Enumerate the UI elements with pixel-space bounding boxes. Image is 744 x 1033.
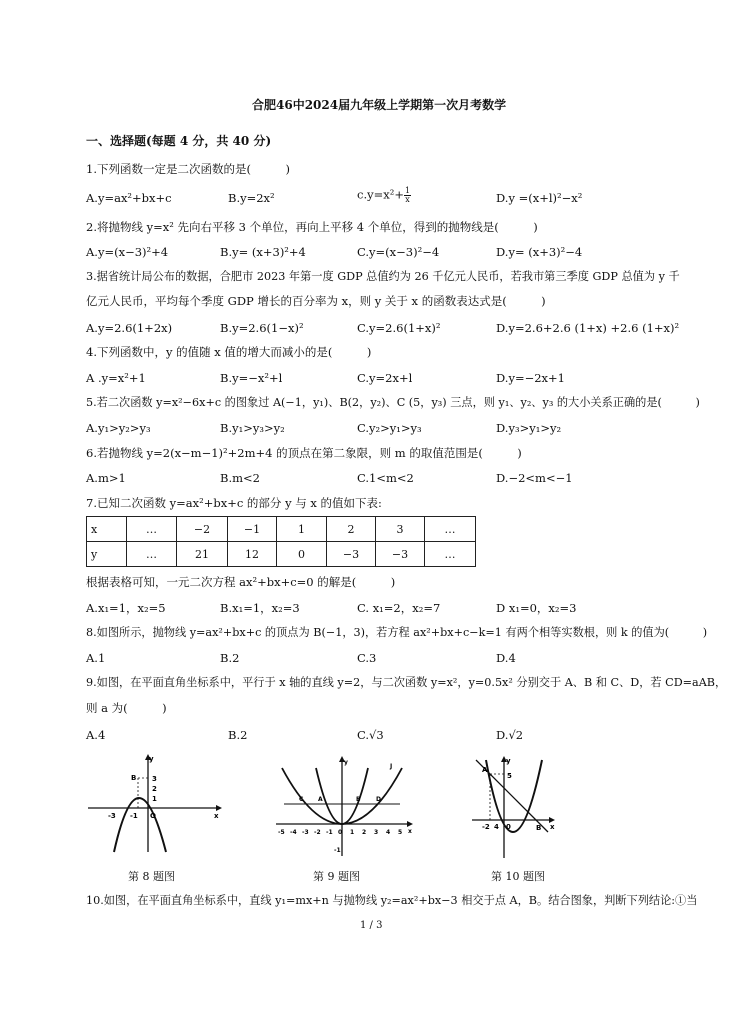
question-5-option-a: A.y₁>y₂>y₃ [86, 421, 151, 435]
label-origin: O [150, 812, 156, 820]
table-cell: y [87, 542, 127, 567]
question-7-option-d: D x₁=0，x₂=3 [496, 601, 577, 615]
question-1-stem: 1.下列函数一定是二次函数的是( ) [86, 162, 290, 176]
table-cell: −3 [327, 542, 376, 567]
table-row [87, 517, 476, 542]
label-b: B [356, 796, 361, 803]
table-cell: 2 [327, 517, 376, 542]
question-6-option-d: D.−2<m<−1 [496, 471, 573, 485]
question-1-option-c [357, 187, 411, 204]
tick-label: -3 [108, 812, 116, 820]
x-axis-arrow [216, 805, 222, 811]
label-origin: 0 [506, 823, 511, 831]
question-6-stem: 6.若抛物线 y=2(x−m−1)²+2m+4 的顶点在第二象限，则 m 的取值范围是( ) [86, 446, 522, 460]
question-3-stem-line2: 亿元人民币，平均每个季度 GDP 增长的百分率为 x，则 y 关于 x 的函数表达式是( ) [86, 294, 546, 308]
tick-label: -5 [278, 829, 285, 836]
table-cell: −3 [376, 542, 425, 567]
question-6-option-c: C.1<m<2 [357, 471, 414, 485]
tick-label: 3 [152, 775, 157, 783]
label-y: y [344, 759, 348, 766]
tick-label: -1 [334, 847, 341, 854]
question-8-stem: 8.如图所示，抛物线 y=ax²+bx+c 的顶点为 B(−1，3)，若方程 ax²+bx+c−k=1 有两个相等实数根，则 k 的值为( ) [86, 626, 708, 639]
question-5-option-b: B.y₁>y₃>y₂ [220, 421, 285, 435]
label-d: D [376, 796, 381, 803]
question-7-option-a: A.x₁=1，x₂=5 [86, 601, 166, 615]
x-axis-arrow [407, 821, 413, 827]
tick-label: 0 [338, 829, 343, 836]
tick-label: -3 [302, 829, 309, 836]
question-5-option-c: C.y₂>y₁>y₃ [357, 421, 422, 435]
figure-8-graph [86, 752, 222, 856]
page-title: 合肥46中2024届九年级上学期第一次月考数学 [252, 98, 507, 112]
label-j: J [390, 763, 393, 770]
question-9-stem-line2: 则 a 为( ) [86, 701, 167, 715]
table-cell: −2 [177, 517, 228, 542]
table-cell: … [127, 542, 177, 567]
question-1-option-b: B.y=2x² [228, 191, 275, 205]
fraction-denominator: x [405, 195, 410, 204]
label-b: B [131, 774, 137, 782]
table-row [87, 542, 476, 567]
label-x: x [214, 812, 219, 820]
tick-label: 5 [507, 772, 512, 780]
question-2-option-d: D.y= (x+3)²−4 [496, 245, 583, 259]
label-y: y [149, 755, 154, 763]
question-3-option-b: B.y=2.6(1−x)² [220, 321, 304, 335]
figure-8-caption: 第 8 题图 [128, 870, 175, 883]
tick-label: 2 [152, 785, 157, 793]
label-x: x [408, 828, 412, 835]
question-3-option-a: A.y=2.6(1+2x) [86, 321, 173, 335]
question-8-option-c: C.3 [357, 651, 377, 665]
table-cell: 3 [376, 517, 425, 542]
question-4-option-c: C.y=2x+l [357, 371, 413, 385]
table-cell: … [425, 542, 476, 567]
question-3-stem: 3.据省统计局公布的数据，合肥市 2023 年第一度 GDP 总值约为 26 千亿元人民币，若我市第三季度 GDP 总值为 y 千 [86, 270, 680, 283]
tick-label: 3 [374, 829, 379, 836]
question-9-option-d: D.√2 [496, 728, 524, 742]
label-c: C [299, 796, 304, 803]
question-2-option-c: C.y=(x−3)²−4 [357, 245, 440, 259]
question-7-option-b: B.x₁=1，x₂=3 [220, 601, 300, 615]
label-x: x [550, 823, 555, 831]
tick-label: 4 [494, 823, 499, 831]
page-number: 1 / 3 [360, 920, 383, 931]
fraction [404, 187, 411, 204]
question-8-option-a: A.1 [86, 651, 106, 665]
figure-9-caption: 第 9 题图 [313, 870, 360, 883]
fraction-numerator: 1 [404, 186, 411, 195]
value-table [86, 516, 476, 567]
table-cell: 0 [277, 542, 327, 567]
tick-label: -1 [130, 812, 138, 820]
question-5-option-d: D.y₃>y₁>y₂ [496, 421, 562, 435]
label-a: A [482, 766, 488, 774]
figure-10-graph [470, 754, 558, 860]
table-cell: 1 [277, 517, 327, 542]
tick-label: 5 [398, 829, 403, 836]
question-2-stem: 2.将抛物线 y=x² 先向右平移 3 个单位，再向上平移 4 个单位，得到的抛物线是( ) [86, 220, 538, 234]
question-7-stem-line2: 根据表格可知，一元二次方程 ax²+bx+c=0 的解是( ) [86, 575, 396, 589]
question-2-option-b: B.y= (x+3)²+4 [220, 245, 306, 259]
figure-9-graph [272, 756, 414, 860]
question-9-option-b: B.2 [228, 728, 248, 742]
tick-label: -2 [314, 829, 321, 836]
parabola-curve [486, 760, 542, 832]
tick-label: -2 [482, 823, 490, 831]
table-cell: x [87, 517, 127, 542]
question-3-option-c: C.y=2.6(1+x)² [357, 321, 441, 335]
section-heading: 一、选择题(每题 4 分，共 40 分) [86, 134, 272, 148]
tick-label: 4 [386, 829, 391, 836]
tick-label: 2 [362, 829, 367, 836]
table-cell: −1 [228, 517, 277, 542]
question-5-stem: 5.若二次函数 y=x²−6x+c 的图象过 A(−1，y₁)、B(2，y₂)、C (5，y₃) 三点，则 y₁、y₂、y₃ 的大小关系正确的是( ) [86, 396, 700, 409]
question-7-stem: 7.已知二次函数 y=ax²+bx+c 的部分 y 与 x 的值如下表: [86, 496, 382, 510]
question-6-option-a: A.m>1 [86, 471, 126, 485]
question-8-option-d: D.4 [496, 651, 516, 665]
label-y: y [506, 757, 511, 765]
question-9-option-a: A.4 [86, 728, 106, 742]
table-cell: 12 [228, 542, 277, 567]
tick-label: -1 [326, 829, 333, 836]
question-4-option-a: A .y=x²+1 [86, 371, 146, 385]
table-cell: 21 [177, 542, 228, 567]
tick-label: -4 [290, 829, 297, 836]
tick-label: 1 [152, 795, 157, 803]
figure-10-caption: 第 10 题图 [491, 870, 545, 883]
label-b: B [536, 824, 542, 832]
table-cell: … [127, 517, 177, 542]
question-9-stem: 9.如图，在平面直角坐标系中，平行于 x 轴的直线 y=2，与二次函数 y=x²，y=0.5x² 分别交于 A、B 和 C、D，若 CD=aAB， [86, 676, 727, 689]
question-4-option-d: D.y=−2x+1 [496, 371, 565, 385]
parabola-curve [114, 798, 166, 852]
question-1-option-c-text: c.y=x²+ [357, 187, 404, 202]
label-a: A [318, 796, 323, 803]
tick-label: 1 [350, 829, 355, 836]
question-7-option-c: C. x₁=2，x₂=7 [357, 601, 441, 615]
question-6-option-b: B.m<2 [220, 471, 260, 485]
question-2-option-a: A.y=(x−3)²+4 [86, 245, 169, 259]
question-8-option-b: B.2 [220, 651, 240, 665]
question-4-stem: 4.下列函数中，y 的值随 x 值的增大而减小的是( ) [86, 345, 372, 359]
question-9-option-c: C.√3 [357, 728, 384, 742]
question-10-stem: 10.如图，在平面直角坐标系中，直线 y₁=mx+n 与抛物线 y₂=ax²+bx−3 相交于点 A，B。结合图象，判断下列结论:①当 [86, 894, 698, 907]
question-1-option-a: A.y=ax²+bx+c [86, 191, 172, 205]
table-cell: … [425, 517, 476, 542]
question-3-option-d: D.y=2.6+2.6 (1+x) +2.6 (1+x)² [496, 321, 680, 335]
question-4-option-b: B.y=−x²+l [220, 371, 283, 385]
question-1-option-d: D.y =(x+l)²−x² [496, 191, 583, 205]
